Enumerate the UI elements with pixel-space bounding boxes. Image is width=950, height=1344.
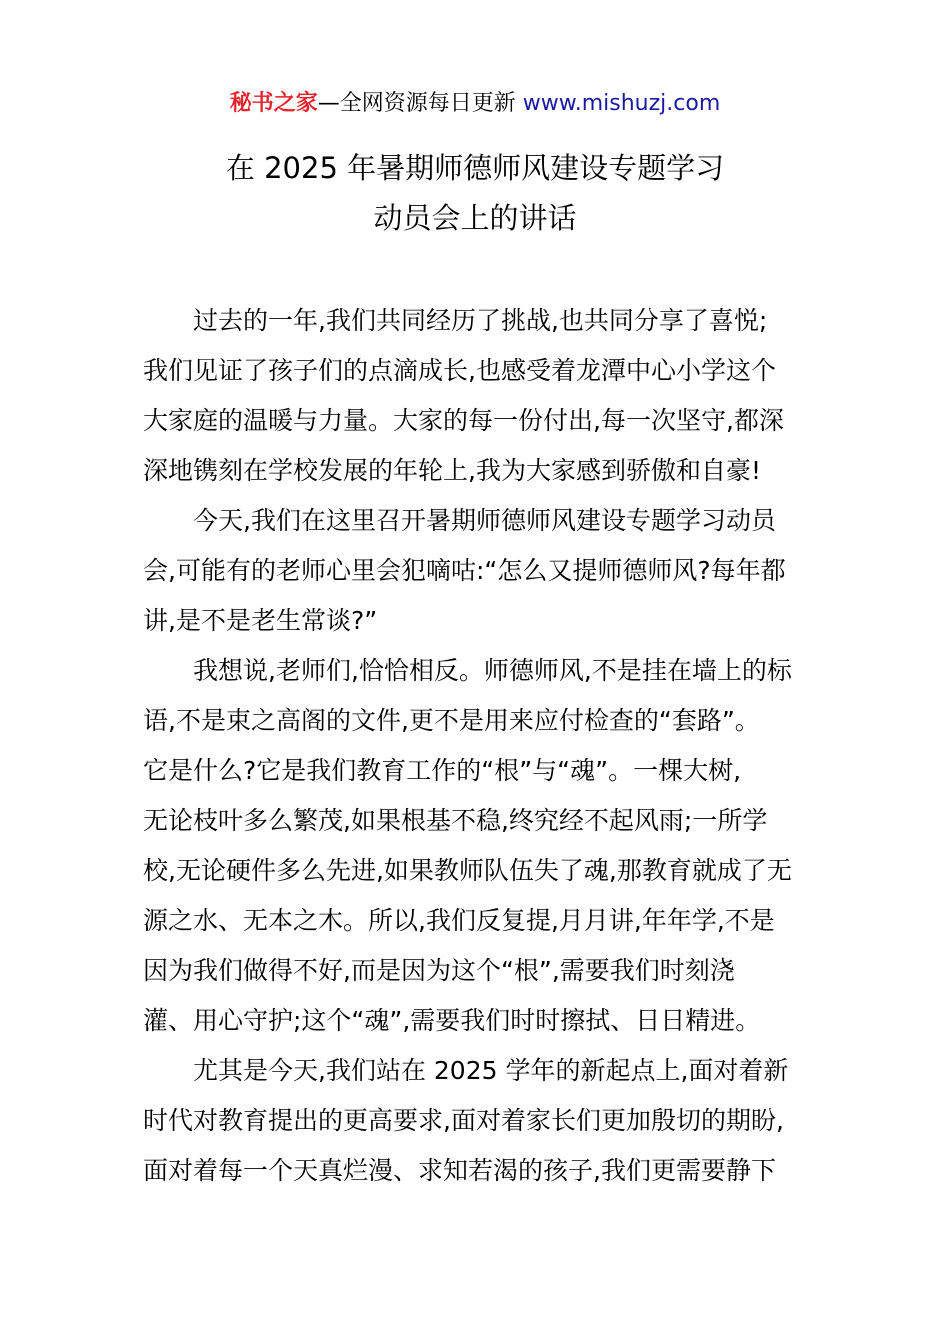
paragraph-line: 语,不是束之高阁的文件,更不是用来应付检查的“套路”。: [143, 706, 760, 735]
paragraph-line: 我们见证了孩子们的点滴成长,也感受着龙潭中心小学这个: [143, 356, 776, 385]
paragraph-line: 讲,是不是老生常谈?”: [143, 606, 378, 635]
paragraph-line: 深地镌刻在学校发展的年轮上,我为大家感到骄傲和自豪!: [143, 456, 761, 485]
paragraph-line: 因为我们做得不好,而是因为这个“根”,需要我们时刻浇: [143, 956, 735, 985]
paragraph-line: 今天,我们在这里召开暑期师德师风建设专题学习动员: [193, 506, 776, 535]
paragraph-line: 我想说,老师们,恰恰相反。师德师风,不是挂在墙上的标: [193, 656, 792, 685]
document-title-line-1: 在 2025 年暑期师德师风建设专题学习: [225, 151, 725, 185]
paragraph-line: 灌、用心守护;这个“魂”,需要我们时时擦拭、日日精进。: [143, 1006, 761, 1035]
paragraph-line: 大家庭的温暖与力量。大家的每一份付出,每一次坚守,都深: [143, 406, 784, 435]
paragraph-line: 无论枝叶多么繁茂,如果根基不稳,终究经不起风雨;一所学: [143, 806, 768, 835]
paragraph: [143, 496, 808, 646]
paragraph: [143, 296, 808, 496]
paragraph-line: 会,可能有的老师心里会犯嘀咕:“怎么又提师德师风?每年都: [143, 556, 786, 585]
paragraph-line: 过去的一年,我们共同经历了挑战,也共同分享了喜悦;: [193, 306, 768, 335]
site-url-link[interactable]: www.mishuzj.com: [522, 91, 721, 116]
paragraph-line: 校,无论硬件多么先进,如果教师队伍失了魂,那教育就成了无: [143, 856, 792, 885]
site-brand: 秘书之家: [229, 91, 318, 116]
paragraph-line: 面对着每一个天真烂漫、求知若渴的孩子,我们更需要静下: [143, 1156, 776, 1185]
site-tagline: —全网资源每日更新: [317, 91, 523, 116]
paragraph-line: 时代对教育提出的更高要求,面对着家长们更加殷切的期盼,: [143, 1106, 784, 1135]
document-body: [143, 296, 808, 1196]
paragraph-line: 尤其是今天,我们站在 2025 学年的新起点上,面对着新: [193, 1056, 789, 1085]
paragraph: [143, 1046, 808, 1196]
paragraph: [143, 646, 808, 1046]
paragraph-line: 它是什么?它是我们教育工作的“根”与“魂”。一棵大树,: [143, 756, 742, 785]
document-title-line-2: 动员会上的讲话: [373, 201, 577, 235]
paragraph-line: 源之水、无本之木。所以,我们反复提,月月讲,年年学,不是: [143, 906, 775, 935]
site-header: [0, 88, 950, 120]
